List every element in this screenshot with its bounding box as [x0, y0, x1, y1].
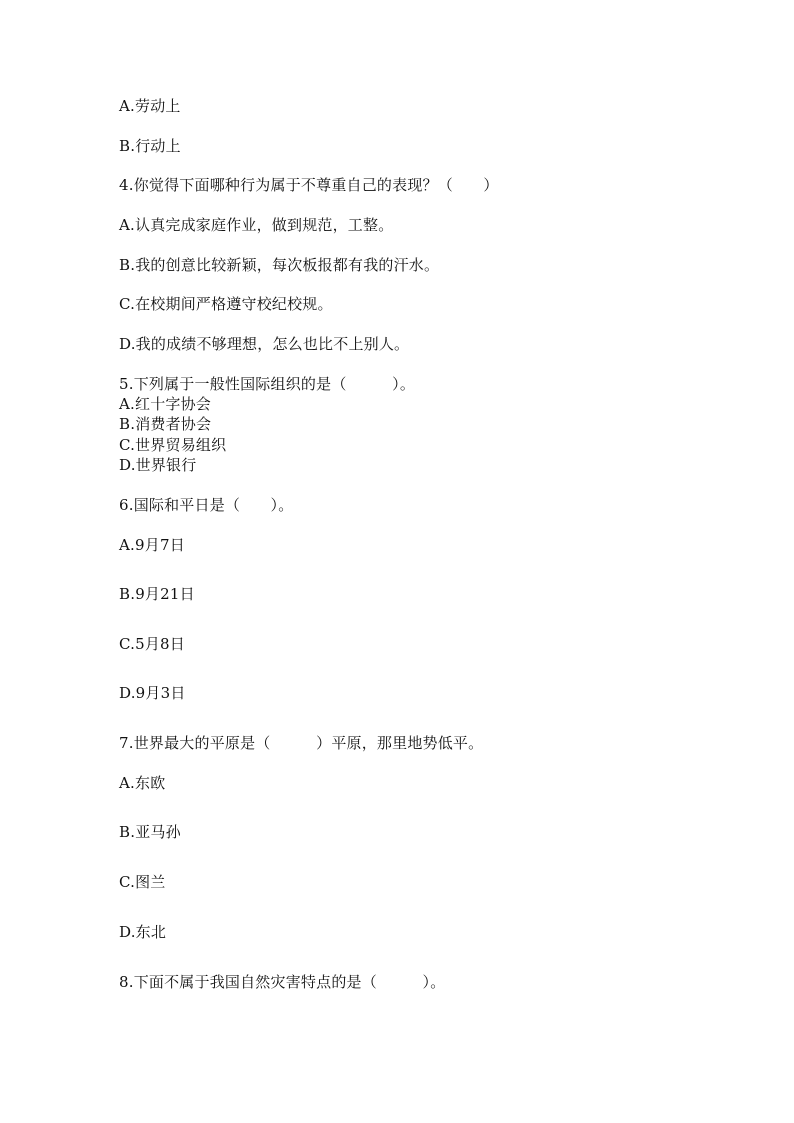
q3-option-a: A.劳动上: [119, 97, 181, 115]
q4-option-a: A.认真完成家庭作业，做到规范，工整。: [119, 216, 394, 234]
q5-option-a: A.红十字协会: [119, 395, 212, 413]
q6-option-d: D.9月3日: [119, 684, 186, 702]
q8-stem: 8.下面不属于我国自然灾害特点的是（ ）。: [119, 973, 446, 991]
q4-stem: 4.你觉得下面哪种行为属于不尊重自己的表现？（ ）: [119, 176, 499, 194]
q7-option-b: B.亚马孙: [119, 823, 181, 841]
q4-option-d: D.我的成绩不够理想，怎么也比不上别人。: [119, 335, 410, 353]
q4-option-c: C.在校期间严格遵守校纪校规。: [119, 295, 333, 313]
q6-option-b: B.9月21日: [119, 585, 195, 603]
q5-option-b: B.消费者协会: [119, 415, 212, 433]
q5-option-c: C.世界贸易组织: [119, 436, 227, 454]
q5-option-d: D.世界银行: [119, 456, 197, 474]
q7-option-c: C.图兰: [119, 873, 166, 891]
q4-option-b: B.我的创意比较新颖，每次板报都有我的汗水。: [119, 256, 440, 274]
q3-option-b: B.行动上: [119, 137, 181, 155]
q7-stem: 7.世界最大的平原是（ ）平原，那里地势低平。: [119, 734, 484, 752]
q7-option-a: A.东欧: [119, 774, 166, 792]
q5-stem: 5.下列属于一般性国际组织的是（ ）。: [119, 375, 416, 393]
q6-option-a: A.9月7日: [119, 536, 185, 554]
q7-option-d: D.东北: [119, 923, 167, 941]
q6-option-c: C.5月8日: [119, 635, 185, 653]
q6-stem: 6.国际和平日是（ ）。: [119, 496, 294, 514]
